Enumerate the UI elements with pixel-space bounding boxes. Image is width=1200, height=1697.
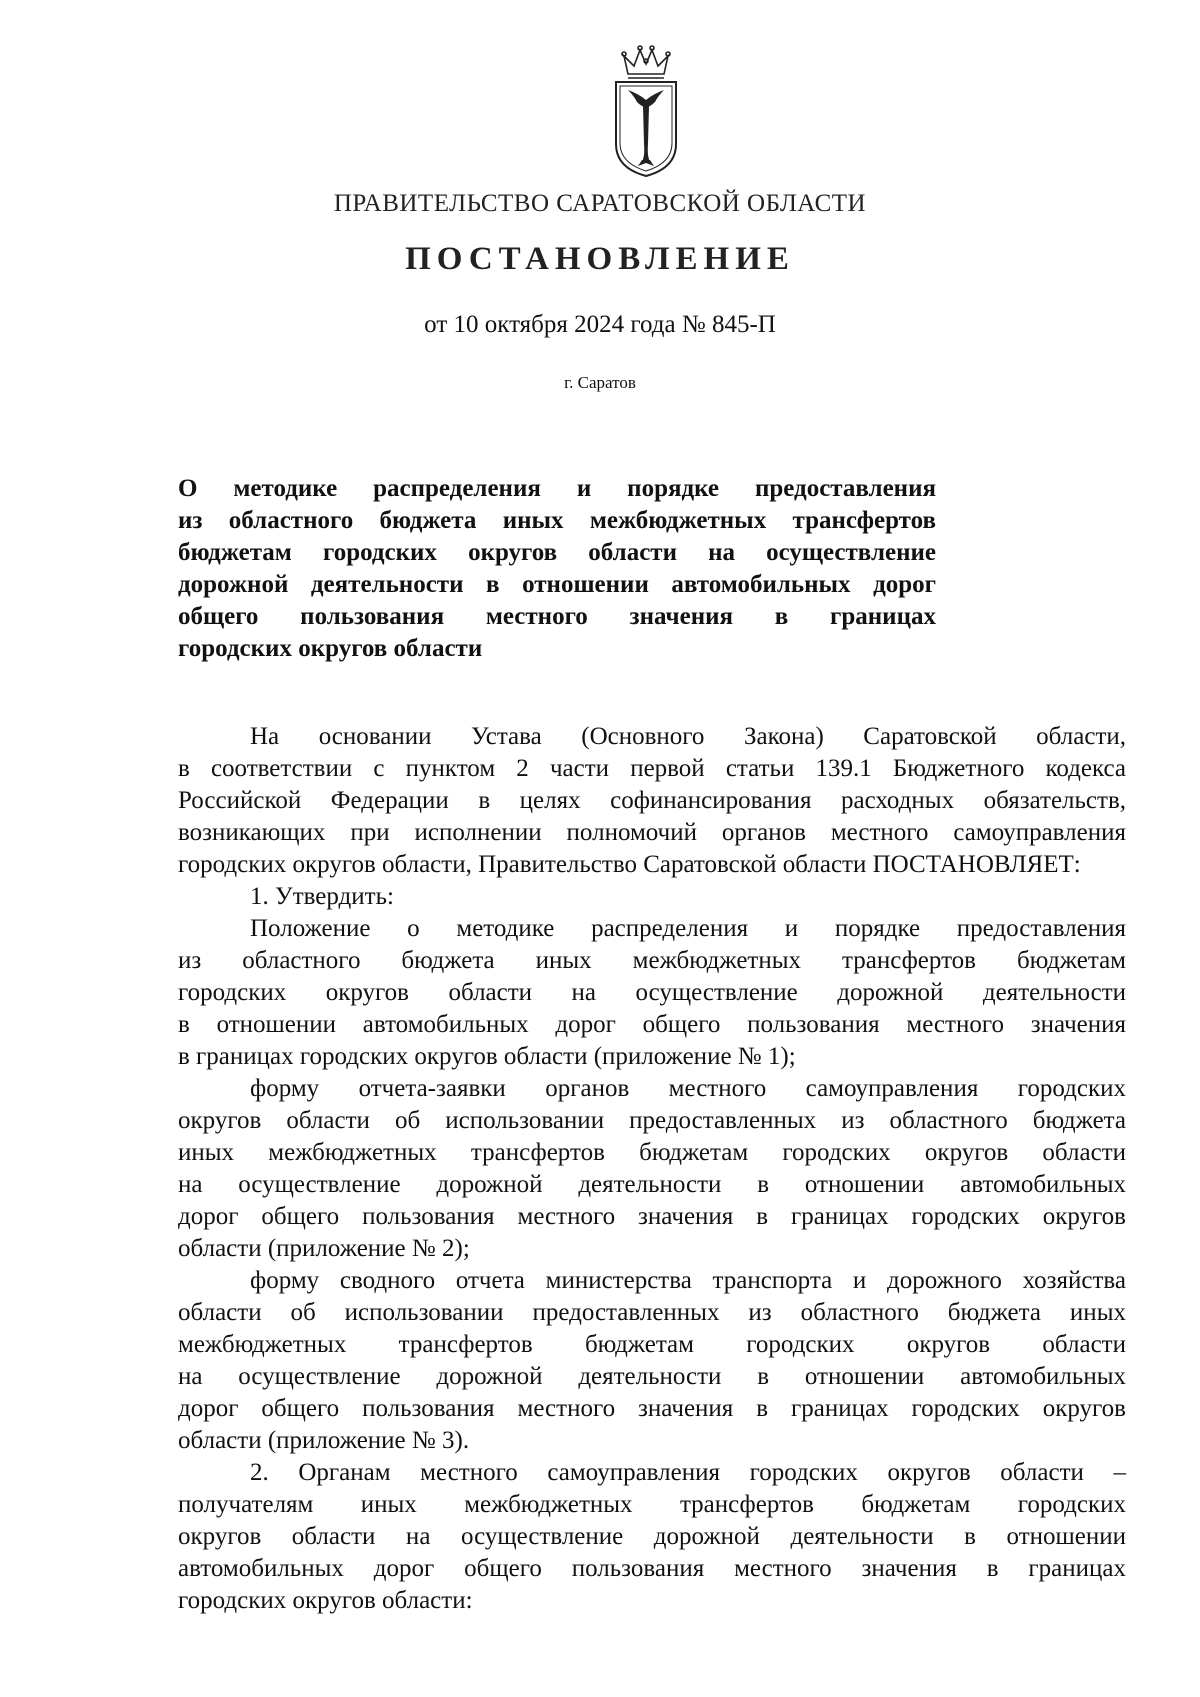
body-line: форму сводного отчета министерства транспорта и дорожного хозяйства <box>250 1267 1126 1294</box>
body-line: форму отчета-заявки органов местного самоуправления городских <box>250 1075 1126 1102</box>
body-line: иных межбюджетных трансфертов бюджетам городских округов области <box>178 1139 1126 1166</box>
body-line: городских округов области на осуществление дорожной деятельности <box>178 979 1126 1006</box>
body-line: на осуществление дорожной деятельности в отношении автомобильных <box>178 1363 1126 1390</box>
body-line: 2. Органам местного самоуправления городских округов области – <box>250 1459 1126 1486</box>
body-line: дорог общего пользования местного значения в границах городских округов <box>178 1203 1126 1230</box>
body-line: На основании Устава (Основного Закона) Саратовской области, <box>250 723 1126 750</box>
government-name: ПРАВИТЕЛЬСТВО САРАТОВСКОЙ ОБЛАСТИ <box>333 190 867 217</box>
body-line: 1. Утвердить: <box>250 883 394 910</box>
body-line: области (приложение № 3). <box>178 1427 470 1454</box>
body-line: области об использовании предоставленных из областного бюджета иных <box>178 1299 1126 1326</box>
body-line: из областного бюджета иных межбюджетных трансфертов бюджетам <box>178 947 1126 974</box>
body-line: городских округов области: <box>178 1587 473 1614</box>
body-line: автомобильных дорог общего пользования местного значения в границах <box>178 1555 1126 1582</box>
document-type-title: ПОСТАНОВЛЕНИЕ <box>405 241 795 277</box>
body-line: в отношении автомобильных дорог общего пользования местного значения <box>178 1011 1126 1038</box>
body-line: округов области об использовании предоставленных из областного бюджета <box>178 1107 1126 1134</box>
document-date-number: от 10 октября 2024 года № 845-П <box>424 311 776 338</box>
subject-line: общего пользования местного значения в границах <box>178 603 936 630</box>
body-line: дорог общего пользования местного значения в границах городских округов <box>178 1395 1126 1422</box>
resolution-body <box>178 721 1126 1617</box>
body-line: области (приложение № 2); <box>178 1235 470 1262</box>
document-city: г. Саратов <box>564 373 636 392</box>
subject-line: бюджетам городских округов области на осуществление <box>178 539 936 566</box>
subject-line: дорожной деятельности в отношении автомобильных дорог <box>178 571 936 598</box>
body-line: Российской Федерации в целях софинансирования расходных обязательств, <box>178 787 1126 814</box>
body-line: получателям иных межбюджетных трансфертов бюджетам городских <box>178 1491 1126 1518</box>
subject-line: городских округов области <box>178 635 483 662</box>
body-line: межбюджетных трансфертов бюджетам городских округов области <box>178 1331 1126 1358</box>
resolution-subject <box>178 473 936 665</box>
body-line: возникающих при исполнении полномочий органов местного самоуправления <box>178 819 1126 846</box>
body-line: городских округов области, Правительство Саратовской области ПОСТАНОВЛЯЕТ: <box>178 851 1081 878</box>
body-line: Положение о методике распределения и порядке предоставления <box>250 915 1126 942</box>
coat-of-arms-icon <box>606 44 686 179</box>
body-line: в соответствии с пунктом 2 части первой статьи 139.1 Бюджетного кодекса <box>178 755 1126 782</box>
body-line: округов области на осуществление дорожной деятельности в отношении <box>178 1523 1126 1550</box>
body-line: на осуществление дорожной деятельности в отношении автомобильных <box>178 1171 1126 1198</box>
subject-line: О методике распределения и порядке предоставления <box>178 475 936 502</box>
body-line: в границах городских округов области (приложение № 1); <box>178 1043 796 1070</box>
subject-line: из областного бюджета иных межбюджетных трансфертов <box>178 507 936 534</box>
